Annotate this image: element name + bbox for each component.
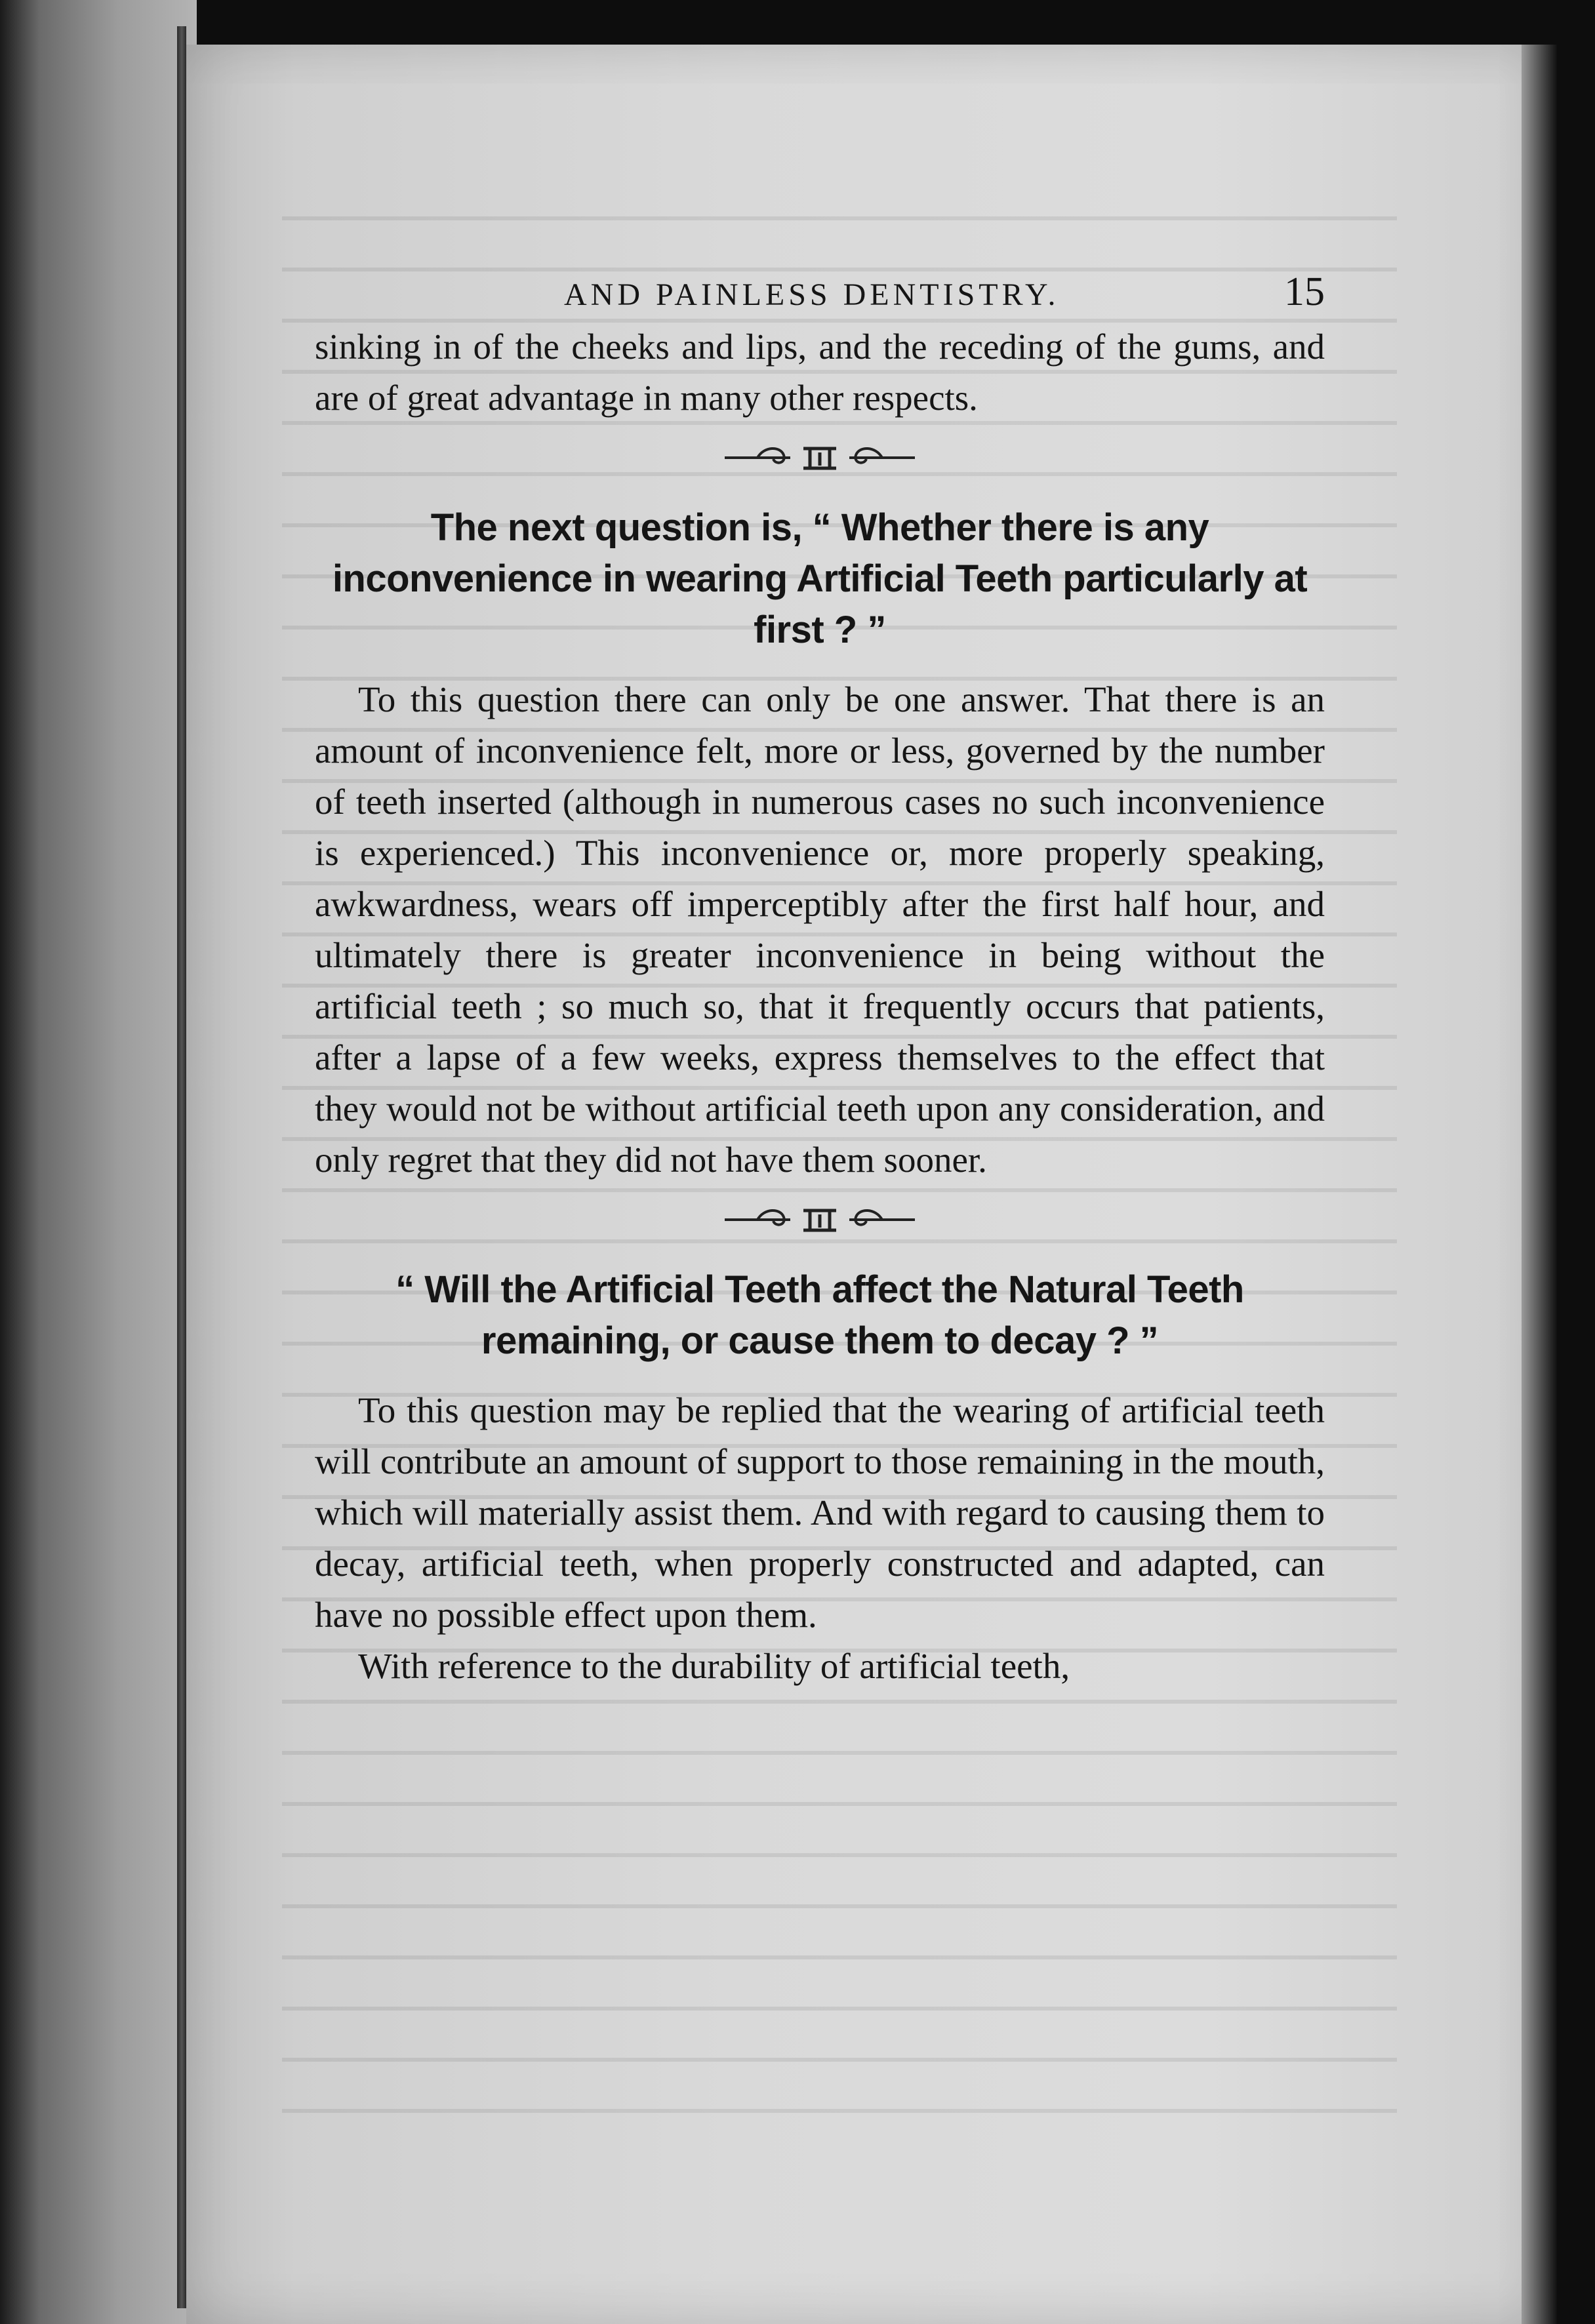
ornament-divider-icon [718, 1201, 921, 1238]
question-heading-1: The next question is, “ Whether there is any inconvenience in wearing Artificial Teeth particularly at first ? ” [332, 506, 1308, 651]
page-right-edge [1522, 45, 1557, 2324]
page-number: 15 [1284, 270, 1325, 314]
intro-paragraph: sinking in of the cheeks and lips, and the receding of the gums, and are of great advantage in many other respects. [315, 327, 1325, 418]
closing-paragraph: With reference to the durability of artificial teeth, [358, 1646, 1070, 1686]
ornament-divider-icon [718, 439, 921, 476]
previous-page-edge [0, 0, 197, 2324]
answer-paragraph-1: To this question there can only be one answer. That there is an amount of inconvenience felt, more or less, governed by the number of teeth inserted (although in numerous cases no such inconvenience is experienced.) This inconvenience or, more properly speaking, awkwardness, wears off imperceptibly after the first half hour, and ultimately there is greater inconvenience in being without the artificial teeth ; so much so, that it frequently occurs that patients, after a lapse of a few weeks, express themselves to the effect that they would not be without artificial teeth upon any consideration, and only regret that they did not have them sooner. [315, 679, 1325, 1180]
running-title: AND PAINLESS DENTISTRY. [564, 277, 1060, 312]
running-head [315, 262, 1325, 321]
question-heading-2: “ Will the Artificial Teeth affect the Natural Teeth remaining, or cause them to decay ? ” [395, 1268, 1244, 1362]
answer-paragraph-2: To this question may be replied that the wearing of artificial teeth will contribute an amount of support to those remaining in the mouth, which will materially assist them. And with regard to causing them to decay, artificial teeth, when properly constructed and adapted, can have no possible effect upon them. [315, 1390, 1325, 1635]
book-spine [177, 26, 186, 2308]
page-content [315, 262, 1325, 1692]
